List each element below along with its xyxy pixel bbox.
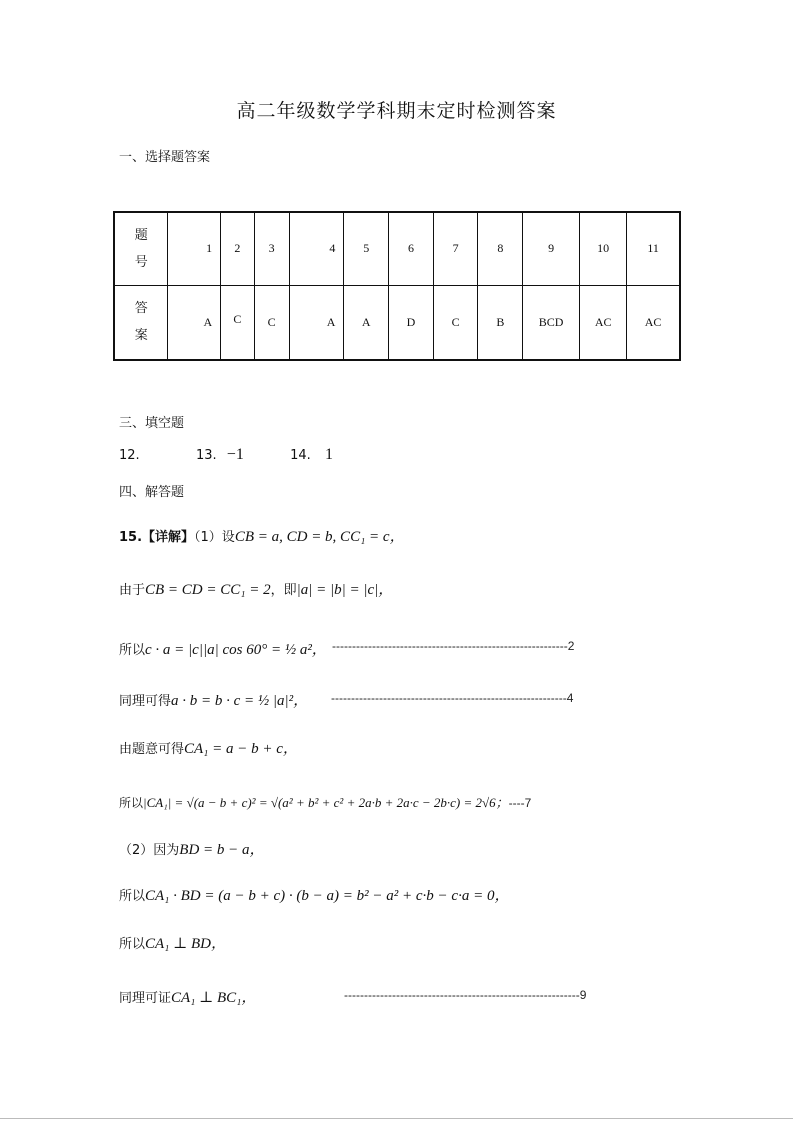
section-heading-solve: 四、解答题 [119, 485, 185, 500]
q13-label: 13. [195, 448, 217, 463]
text: 由于 [119, 583, 146, 598]
table-cell: C [221, 285, 254, 360]
score: 7 [524, 796, 532, 810]
table-cell: D [389, 285, 434, 360]
header-char: 案 [134, 328, 148, 344]
table-cell: A [168, 285, 221, 360]
score: 4 [566, 691, 574, 705]
formula: c · a = |c||a| cos 60° = ½ a²， [145, 642, 327, 658]
table-cell: A [344, 285, 389, 360]
formula: CB = CD = CC₁ = 2 [145, 582, 271, 598]
q15-lead: 15.【详解】 [119, 530, 195, 545]
table-cell: 8 [478, 212, 523, 285]
q15-line10 [119, 986, 256, 1007]
text: 由题意可得 [119, 742, 185, 757]
table-cell: 9 [523, 212, 580, 285]
table-cell: AC [627, 285, 680, 360]
row-header-answer [114, 285, 168, 360]
part1-label: （1）设 [194, 530, 235, 545]
score: 2 [567, 639, 575, 653]
table-cell: 1 [168, 212, 221, 285]
q15-line4 [119, 689, 308, 710]
score-line-9: -----------------------------------------------------------9 [344, 988, 587, 1002]
table-cell: 11 [627, 212, 680, 285]
text: 同理可得 [119, 694, 172, 709]
header-char: 号 [134, 254, 148, 270]
text: 同理可证 [119, 991, 172, 1006]
page-bottom-divider [0, 1118, 793, 1119]
header-char: 答 [134, 301, 148, 317]
table-cell: A [289, 285, 344, 360]
page-title: 高二年级数学学科期末定时检测答案 [236, 100, 557, 122]
table-cell: 5 [344, 212, 389, 285]
q15-line7 [119, 838, 265, 859]
table-cell: 7 [433, 212, 478, 285]
q15-line1 [119, 525, 405, 546]
formula: |a| = |b| = |c|， [296, 582, 394, 598]
q15-line6 [119, 792, 531, 811]
answer-table [113, 211, 681, 361]
q15-line9 [119, 932, 226, 953]
table-cell: B [478, 285, 523, 360]
row-header-number [114, 212, 168, 285]
q12-label: 12. [119, 448, 140, 463]
formula: CA₁ ⊥ BD， [145, 936, 226, 952]
q13-answer: −1 [226, 446, 244, 463]
formula: CA₁ = a − b + c， [184, 741, 298, 757]
formula: a · b = b · c = ½ |a|²， [171, 693, 309, 709]
table-cell: C [254, 285, 289, 360]
table-cell: C [433, 285, 478, 360]
formula: CA₁ · BD = (a − b + c) · (b − a) = b² − a² + c·b − c·a = 0， [145, 888, 510, 904]
q15-line2 [119, 578, 393, 599]
formula: CB = a, CD = b, CC₁ = c， [234, 529, 405, 545]
formula: |CA₁| = √(a − b + c)² = √(a² + b² + c² + 2a·b + 2a·c − 2b·c) = 2√6； [143, 795, 509, 810]
text: ，即 [270, 583, 297, 598]
score-line-7: ----7 [508, 796, 532, 810]
table-cell: 2 [221, 212, 254, 285]
q15-line5 [119, 737, 298, 758]
table-cell: BCD [523, 285, 580, 360]
q14-label: 14. [290, 448, 311, 463]
text: 所以 [119, 796, 144, 810]
score-line-4: -----------------------------------------------------------4 [331, 691, 574, 705]
formula: CA₁ ⊥ BC₁， [171, 990, 257, 1006]
score: 9 [579, 988, 587, 1002]
fill-answers-line [119, 446, 333, 464]
q14-answer: 1 [324, 446, 333, 463]
score-line-2: -----------------------------------------------------------2 [332, 639, 575, 653]
table-cell: AC [580, 285, 627, 360]
table-cell: 10 [580, 212, 627, 285]
text: 所以 [119, 643, 146, 658]
part2-label: （2）因为 [119, 843, 180, 858]
table-row [114, 285, 680, 360]
section-heading-fill: 三、填空题 [119, 416, 185, 431]
section-heading-choice: 一、选择题答案 [119, 150, 211, 165]
text: 所以 [119, 889, 146, 904]
table-row [114, 212, 680, 285]
formula: BD = b − a， [179, 842, 265, 858]
table-cell: 6 [389, 212, 434, 285]
table-cell: 3 [254, 212, 289, 285]
table-cell: 4 [289, 212, 344, 285]
header-char: 题 [134, 227, 148, 243]
text: 所以 [119, 937, 146, 952]
q15-line8 [119, 884, 509, 905]
q15-line3 [119, 638, 327, 659]
